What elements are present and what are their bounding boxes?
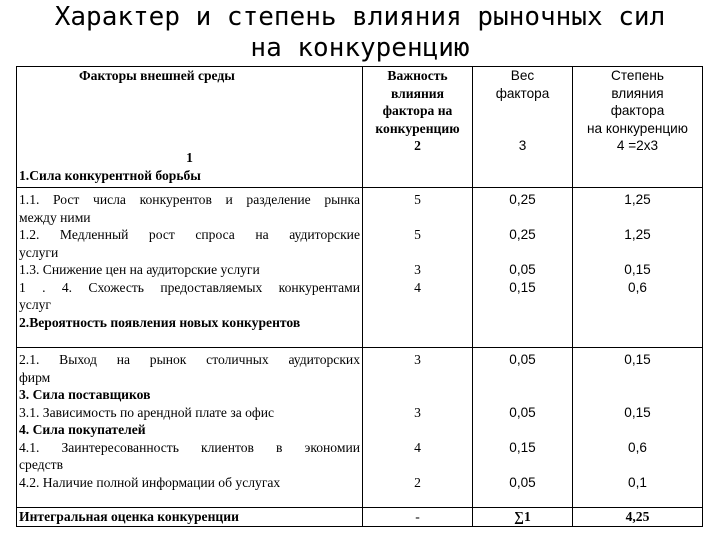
- header-importance-line: фактора на: [382, 103, 453, 118]
- degree-value: 0,6: [628, 439, 647, 455]
- header-col-number-4: 4 =2x3: [616, 138, 659, 153]
- header-importance-cell: [363, 67, 473, 188]
- group2-weight-cell: [473, 348, 573, 508]
- importance-value: 3: [414, 404, 421, 420]
- header-degree-line: на конкуренцию: [587, 120, 688, 136]
- row-label: услуги: [19, 244, 59, 260]
- slide-title-line-1: Характер и степень влияния рыночных сил: [54, 2, 666, 32]
- header-weight-cell: [473, 67, 573, 188]
- header-importance-line: Важность: [387, 68, 448, 83]
- row-label: между ними: [19, 209, 91, 225]
- degree-value: 0,15: [624, 262, 651, 277]
- degree-value: 0,15: [624, 404, 651, 420]
- importance-value: 5: [414, 192, 421, 207]
- weight-value: 0,15: [509, 279, 536, 295]
- table-row-group-1: [17, 188, 703, 348]
- slide-title-line-2: на конкуренцию: [250, 33, 470, 63]
- importance-value: 5: [414, 227, 421, 242]
- table-row-group-2: [17, 348, 703, 508]
- section-title-competition: 1.Сила конкурентной борьбы: [19, 168, 201, 183]
- importance-value: 3: [414, 352, 421, 367]
- group1-degree-cell: [573, 188, 703, 348]
- header-factors-cell: [17, 67, 363, 188]
- header-weight-line: Вес: [510, 68, 535, 83]
- header-importance-line: конкуренцию: [375, 120, 460, 136]
- weight-value: 0,25: [509, 192, 536, 207]
- group2-degree-cell: [573, 348, 703, 508]
- header-importance-line: влияния: [391, 85, 444, 101]
- weight-value: 0,05: [509, 352, 536, 367]
- degree-value: 1,25: [624, 227, 651, 242]
- row-label: 1.2. Медленный рост спроса на аудиторские: [19, 227, 360, 242]
- weight-value: 0,05: [509, 262, 536, 277]
- section-title-buyers: 4. Сила покупателей: [19, 422, 146, 437]
- row-label: услуг: [19, 297, 51, 312]
- row-label: средств: [19, 457, 63, 472]
- row-label: 4.2. Наличие полной информации об услугах: [19, 474, 281, 490]
- degree-value: 0,15: [624, 352, 651, 367]
- slide-title: [0, 2, 720, 64]
- header-col-number-1: 1: [186, 150, 193, 165]
- total-degree: 4,25: [573, 508, 703, 527]
- total-weight: ∑1: [473, 508, 573, 527]
- header-col-number-2: 2: [414, 138, 421, 153]
- group1-labels-cell: [17, 188, 363, 348]
- section-title-suppliers: 3. Сила поставщиков: [19, 387, 151, 402]
- row-label: 1.1. Рост числа конкурентов и разделение рынка: [19, 192, 360, 207]
- weight-value: 0,05: [509, 404, 536, 420]
- group2-labels-cell: [17, 348, 363, 508]
- table-row-total: [17, 508, 703, 527]
- group2-importance-cell: [363, 348, 473, 508]
- row-label: 4.1. Заинтересованность клиентов в экономии: [19, 439, 360, 455]
- weight-value: 0,25: [509, 227, 536, 242]
- weight-value: 0,15: [509, 439, 536, 455]
- total-label: Интегральная оценка конкуренции: [17, 508, 363, 527]
- importance-value: 4: [414, 279, 421, 295]
- header-degree-line: фактора: [610, 103, 665, 118]
- header-factors-label: Факторы внешней среды: [79, 68, 235, 83]
- section-title-new-competitors: 2.Вероятность появления новых конкурентов: [19, 314, 301, 330]
- table-header-row: [17, 67, 703, 188]
- weight-value: 0,05: [509, 474, 536, 490]
- header-degree-cell: [573, 67, 703, 188]
- group1-weight-cell: [473, 188, 573, 348]
- row-label: 2.1. Выход на рынок столичных аудиторских: [19, 352, 360, 367]
- group1-importance-cell: [363, 188, 473, 348]
- importance-value: 3: [414, 262, 421, 277]
- market-forces-table: [16, 66, 703, 527]
- header-weight-line: фактора: [495, 85, 550, 101]
- header-degree-line: влияния: [611, 85, 664, 101]
- total-importance: -: [363, 508, 473, 527]
- importance-value: 4: [414, 439, 421, 455]
- degree-value: 1,25: [624, 192, 651, 207]
- importance-value: 2: [414, 474, 421, 490]
- row-label: 1.3. Снижение цен на аудиторские услуги: [19, 262, 260, 277]
- row-label: 3.1. Зависимость по арендной плате за офис: [19, 404, 275, 420]
- row-label: 1 . 4. Схожесть предоставляемых конкурентами: [19, 279, 360, 295]
- header-degree-line: Степень: [611, 68, 664, 83]
- degree-value: 0,6: [628, 279, 647, 295]
- degree-value: 0,1: [628, 474, 647, 490]
- row-label: фирм: [19, 369, 51, 385]
- header-col-number-3: 3: [518, 138, 527, 153]
